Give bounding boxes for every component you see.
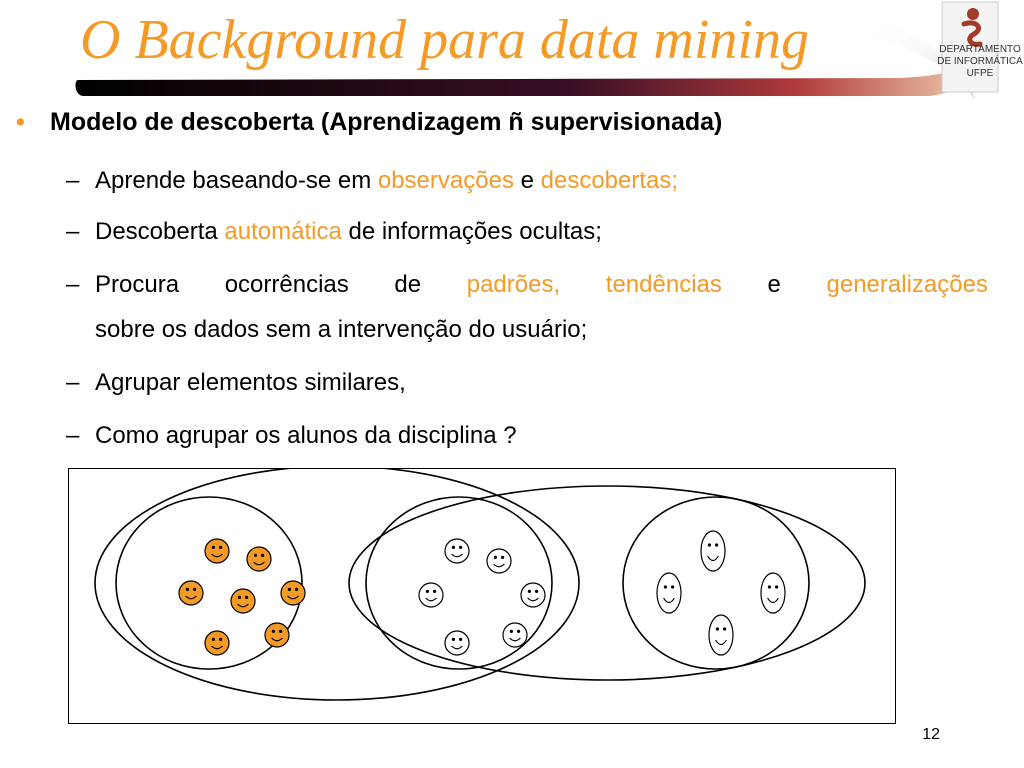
- outer-cluster-right: [349, 486, 865, 680]
- slide-title: O Background para data mining: [80, 9, 809, 71]
- smiley-face-orange: [231, 589, 255, 613]
- dash-marker: –: [66, 422, 80, 449]
- dash-marker: –: [66, 218, 80, 245]
- main-bullet-text: Modelo de descoberta (Aprendizagem ñ supervisionada): [50, 108, 723, 136]
- smiley-face-round: [503, 623, 527, 647]
- page-number: 12: [922, 726, 940, 743]
- smiley-face-round: [445, 631, 469, 655]
- smiley-face-oval: [657, 573, 681, 613]
- dash-marker: –: [66, 167, 80, 194]
- sub-bullet-text: Agrupar elementos similares,: [95, 369, 406, 396]
- dash-marker: –: [66, 271, 80, 298]
- bullet-marker: •: [16, 108, 25, 136]
- smiley-face-round: [521, 583, 545, 607]
- smiley-face-oval: [761, 573, 785, 613]
- smiley-face-round: [419, 583, 443, 607]
- outer-cluster-left: [95, 469, 579, 700]
- sub-bullet-line-1: Procura ocorrências de padrões, tendências e generalizações: [95, 271, 988, 298]
- dash-marker: –: [66, 369, 80, 396]
- logo-line-1: DEPARTAMENTO: [939, 44, 1021, 55]
- department-logo: [936, 0, 1024, 96]
- sub-bullet-text: Como agrupar os alunos da disciplina ?: [95, 422, 517, 449]
- logo-line-2: DE INFORMÁTICA: [937, 56, 1023, 67]
- smiley-face-round: [445, 539, 469, 563]
- sub-bullet-text: Aprende baseando-se em observações e descobertas;: [95, 167, 679, 194]
- clustering-diagram-svg: [69, 469, 895, 723]
- sub-bullet-text: Descoberta automática de informações ocultas;: [95, 218, 602, 245]
- logo-line-3: UFPE: [966, 68, 994, 79]
- smiley-face-orange: [179, 581, 203, 605]
- smiley-face-orange: [281, 581, 305, 605]
- smiley-face-orange: [265, 623, 289, 647]
- smiley-face-orange: [205, 539, 229, 563]
- main-bullet: [16, 108, 722, 137]
- sub-bullet-line-2: sobre os dados sem a intervenção do usuário;: [95, 316, 588, 343]
- clustering-diagram: [68, 468, 896, 724]
- smiley-face-round: [487, 549, 511, 573]
- smiley-face-orange: [205, 631, 229, 655]
- smiley-face-orange: [247, 547, 271, 571]
- smiley-face-oval: [701, 531, 725, 571]
- smiley-face-oval: [709, 615, 733, 655]
